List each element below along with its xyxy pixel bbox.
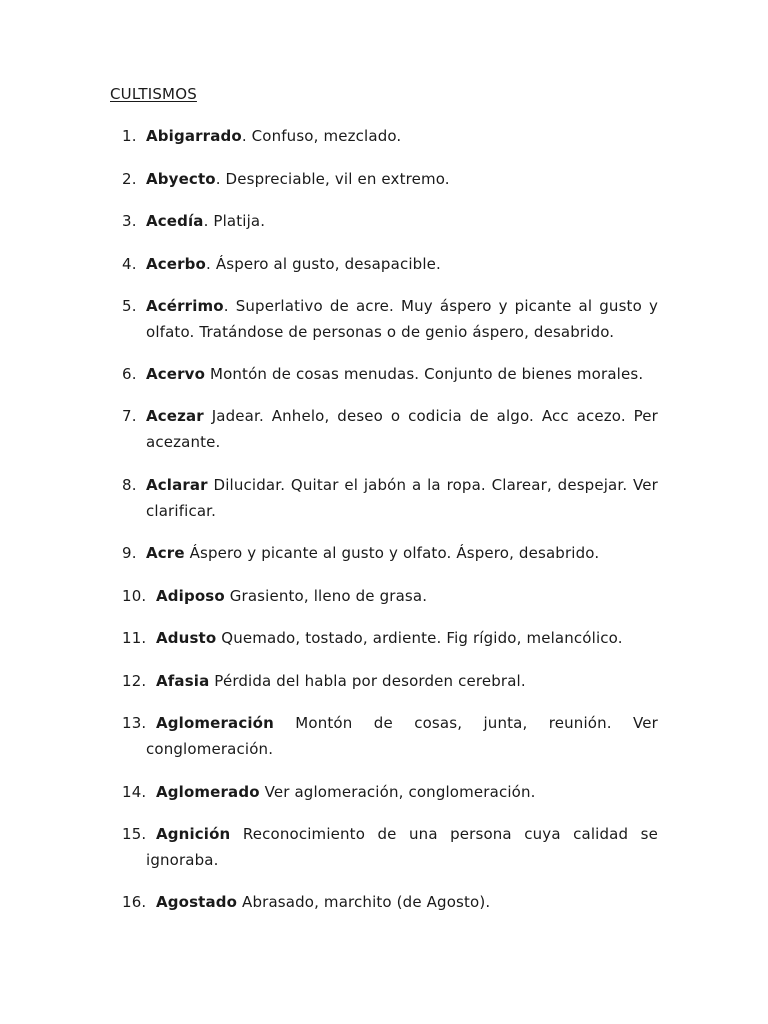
item-number: 3. — [122, 212, 137, 230]
item-term: Adusto — [156, 629, 217, 647]
item-number: 14. — [122, 783, 147, 801]
list-item — [122, 711, 658, 762]
item-definition: Montón de cosas menudas. Conjunto de bienes morales. — [205, 365, 644, 383]
item-definition: . Áspero al gusto, desapacible. — [206, 255, 441, 273]
item-number: 1. — [122, 127, 137, 145]
item-term: Afasia — [156, 672, 210, 690]
list-item — [122, 124, 658, 150]
list-item — [122, 822, 658, 873]
item-term: Acervo — [146, 365, 206, 383]
item-definition: Pérdida del habla por desorden cerebral. — [209, 672, 526, 690]
list-item — [122, 167, 658, 193]
list-item — [122, 362, 658, 388]
item-term: Agostado — [156, 893, 238, 911]
item-definition: Dilucidar. Quitar el jabón a la ropa. Clarear, despejar. Ver clarificar. — [146, 476, 658, 520]
item-definition: Quemado, tostado, ardiente. Fig rígido, melancólico. — [216, 629, 623, 647]
item-number: 10. — [122, 587, 147, 605]
list-item — [122, 890, 658, 916]
list-item — [122, 669, 658, 695]
item-number: 13. — [122, 714, 147, 732]
item-term: Abigarrado — [146, 127, 242, 145]
item-number: 2. — [122, 170, 137, 188]
item-definition: Áspero y picante al gusto y olfato. Áspero, desabrido. — [184, 544, 600, 562]
list-item — [122, 404, 658, 455]
item-term: Abyecto — [146, 170, 216, 188]
item-number: 12. — [122, 672, 147, 690]
item-number: 6. — [122, 365, 137, 383]
item-number: 8. — [122, 476, 137, 494]
list-item — [122, 473, 658, 524]
item-number: 5. — [122, 297, 137, 315]
item-term: Acezar — [146, 407, 204, 425]
document-title: CULTISMOS — [110, 85, 197, 103]
item-term: Acedía — [146, 212, 204, 230]
item-definition: . Superlativo de acre. Muy áspero y picante al gusto y olfato. Tratándose de personas o de genio áspero, desabrido. — [146, 297, 658, 341]
item-term: Acerbo — [146, 255, 207, 273]
list-item — [122, 294, 658, 345]
item-number: 7. — [122, 407, 137, 425]
list-item — [122, 626, 658, 652]
item-term: Acre — [146, 544, 185, 562]
item-definition: Abrasado, marchito (de Agosto). — [237, 893, 491, 911]
item-definition: . Platija. — [203, 212, 266, 230]
item-definition: Jadear. Anhelo, deseo o codicia de algo. Acc acezo. Per acezante. — [146, 407, 658, 451]
item-term: Acérrimo — [146, 297, 224, 315]
item-number: 4. — [122, 255, 137, 273]
item-term: Agnición — [156, 825, 231, 843]
item-definition: . Despreciable, vil en extremo. — [215, 170, 450, 188]
item-number: 11. — [122, 629, 147, 647]
list-item — [122, 780, 658, 806]
list-item — [122, 584, 658, 610]
item-number: 9. — [122, 544, 137, 562]
item-number: 16. — [122, 893, 147, 911]
list-item — [122, 252, 658, 278]
item-term: Adiposo — [156, 587, 225, 605]
item-term: Aglomeración — [156, 714, 274, 732]
item-definition: Reconocimiento de una persona cuya calidad se ignoraba. — [146, 825, 658, 869]
list-item — [122, 209, 658, 235]
item-definition: . Confuso, mezclado. — [241, 127, 402, 145]
item-definition: Ver aglomeración, conglomeración. — [259, 783, 536, 801]
item-definition: Grasiento, lleno de grasa. — [224, 587, 428, 605]
item-number: 15. — [122, 825, 147, 843]
item-definition: Montón de cosas, junta, reunión. Ver conglomeración. — [146, 714, 658, 758]
item-term: Aglomerado — [156, 783, 260, 801]
item-term: Aclarar — [146, 476, 208, 494]
list-item — [122, 541, 658, 567]
